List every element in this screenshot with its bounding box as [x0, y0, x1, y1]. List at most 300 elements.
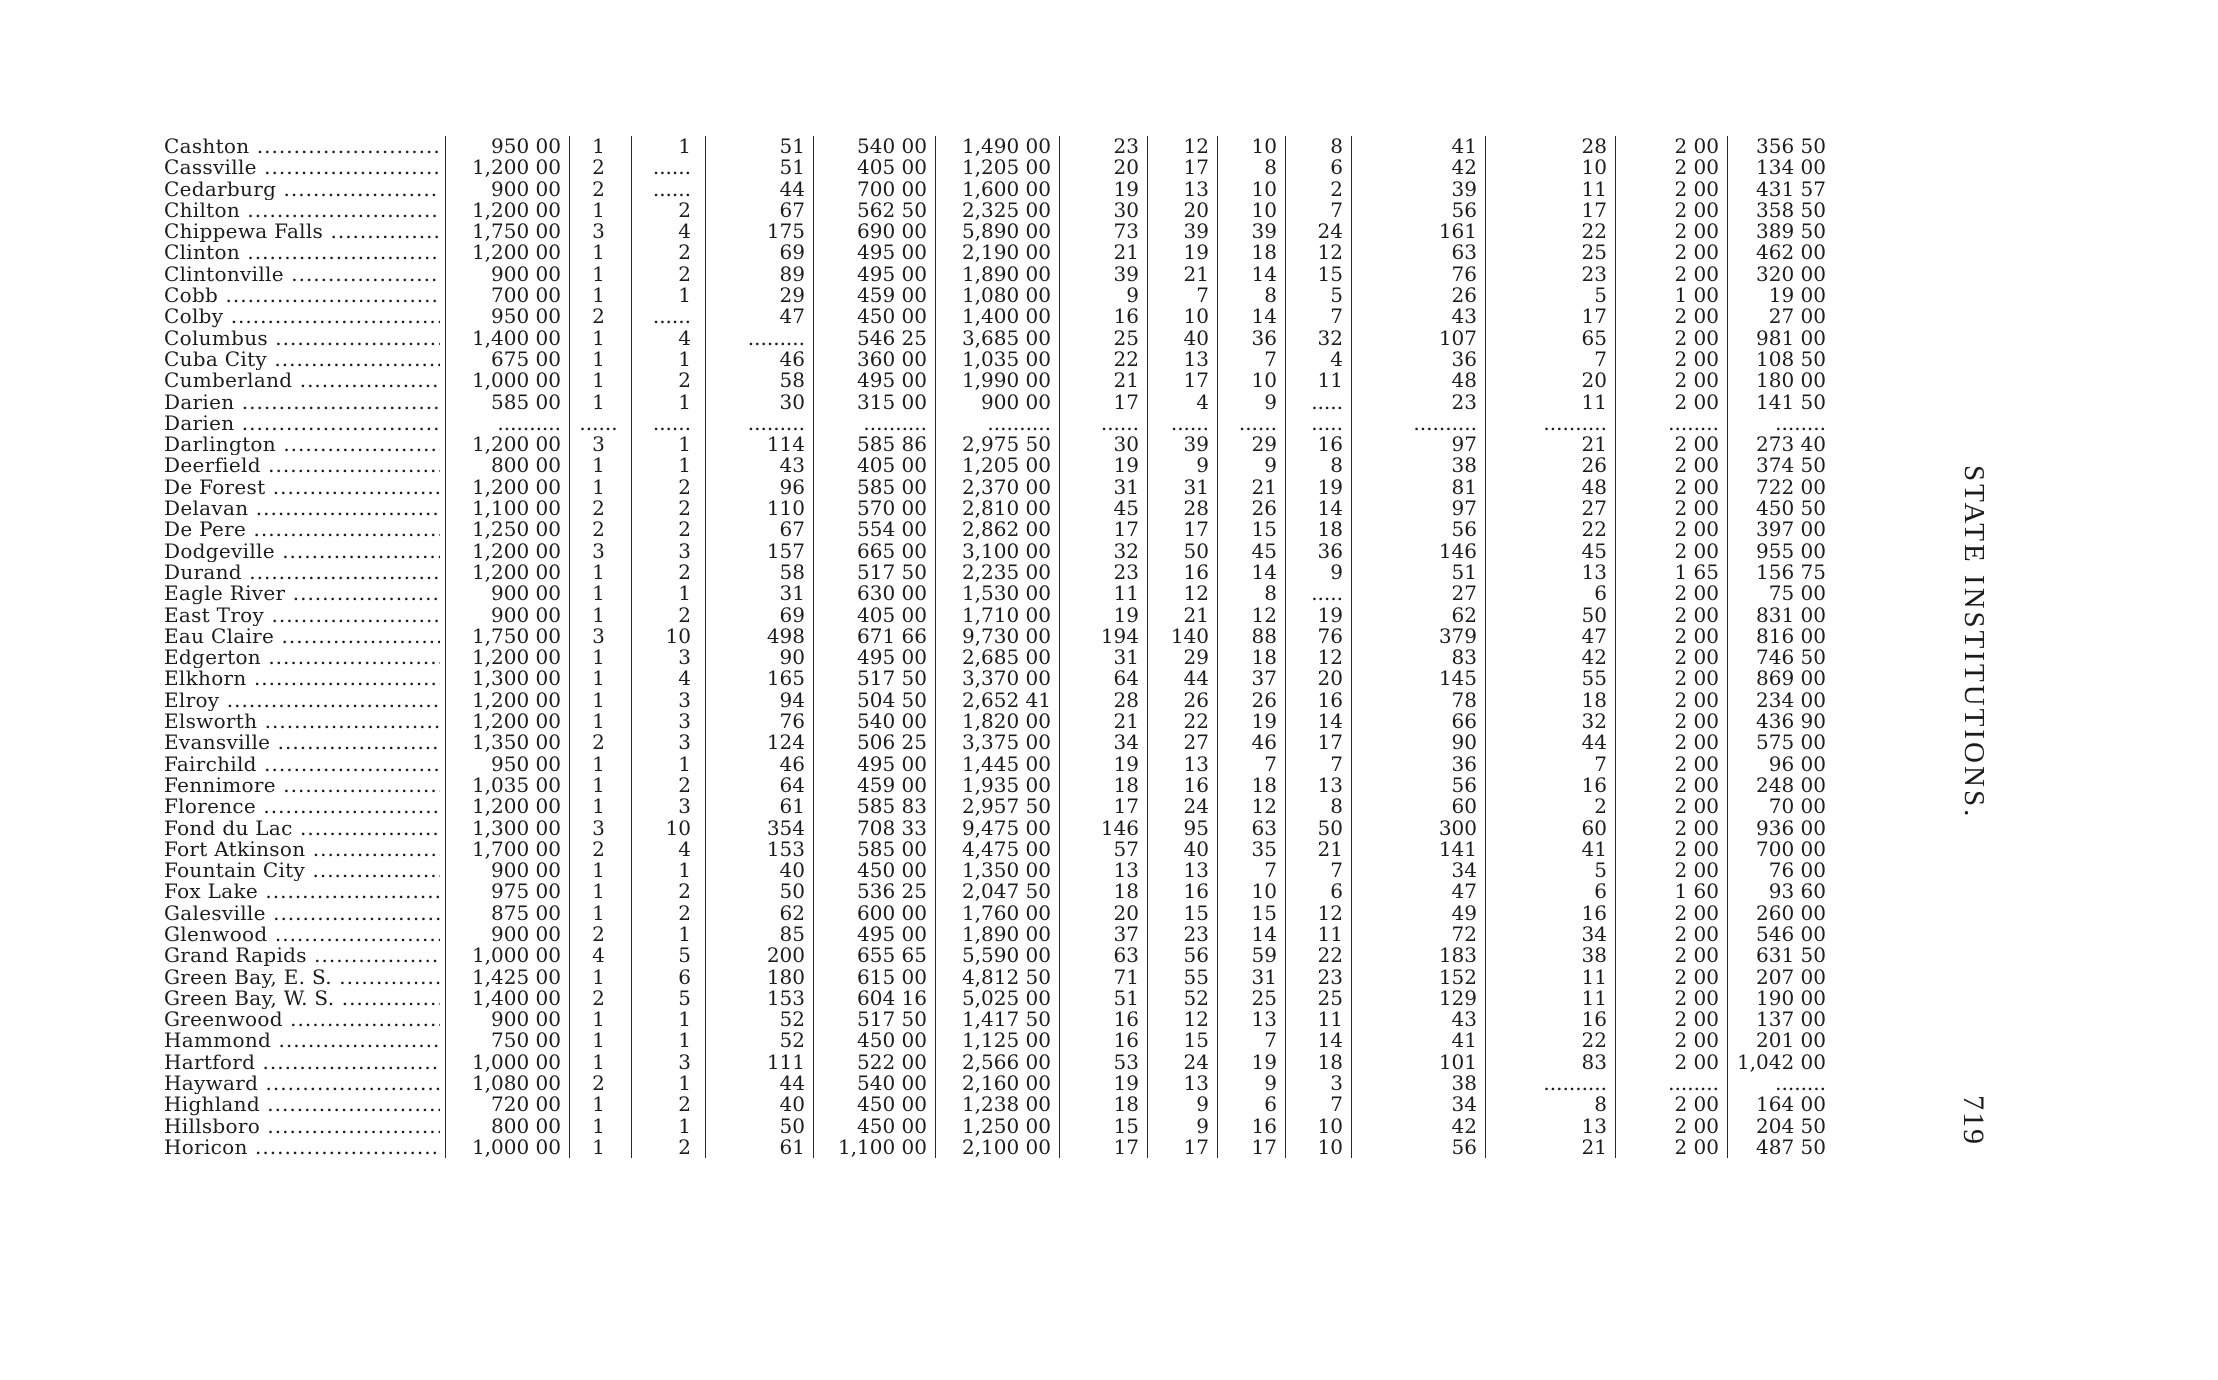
cell-col-2: 2: [574, 498, 632, 519]
column-rule: [442, 1052, 446, 1073]
cell-col-10: 19: [1290, 605, 1352, 626]
cell-col-2: 1: [574, 796, 632, 817]
column-rule: [442, 881, 446, 902]
cell-col-1: 1,000 00: [450, 370, 570, 391]
table-row: [160, 881, 1976, 902]
cell-col-10: 16: [1290, 690, 1352, 711]
cell-col-6: 9,475 00: [940, 818, 1060, 839]
city-name: De Forest .....: [164, 477, 440, 498]
cell-col-12: 8: [1490, 1094, 1616, 1115]
cell-col-12: 83: [1490, 1052, 1616, 1073]
column-rule: [442, 775, 446, 796]
cell-col-2: 1: [574, 1137, 632, 1158]
cell-col-2: 1: [574, 455, 632, 476]
cell-col-7: 25: [1064, 328, 1148, 349]
city-name: Elkhorn .....: [164, 668, 440, 689]
cell-col-2: 1: [574, 285, 632, 306]
cell-col-3: ......: [636, 157, 706, 178]
cell-col-3: 2: [636, 903, 706, 924]
cell-col-3: ......: [636, 179, 706, 200]
city-name: Fountain City .....: [164, 860, 440, 881]
table-row: [160, 498, 1976, 519]
cell-col-9: 31: [1222, 967, 1286, 988]
cell-col-14: 955 00: [1756, 538, 1826, 563]
table-row: [160, 1134, 1976, 1159]
cell-col-13: 2 00: [1620, 583, 1728, 604]
column-rule: [442, 839, 446, 860]
table-row: [160, 389, 1976, 414]
cell-col-7: 19: [1064, 179, 1148, 200]
cell-col-5: 600 00: [816, 903, 936, 924]
cell-col-13: 1 65: [1620, 562, 1728, 583]
cell-col-10: .....: [1290, 583, 1352, 604]
city-name: Horicon .....: [164, 1137, 440, 1158]
cell-col-10: 12: [1290, 903, 1352, 924]
table-row: [160, 602, 1976, 627]
table-row: [160, 900, 1976, 925]
city-name: Cobb .....: [164, 285, 440, 306]
cell-col-9: 8: [1222, 285, 1286, 306]
cell-col-4: 124: [710, 732, 814, 753]
cell-col-11: 90: [1356, 732, 1486, 753]
cell-col-10: 8: [1290, 136, 1352, 157]
cell-col-6: 5,025 00: [940, 988, 1060, 1009]
table-row: [160, 711, 1976, 732]
city-name: Elroy .....: [164, 690, 440, 711]
cell-col-14: 164 00: [1756, 1092, 1826, 1117]
cell-col-11: 60: [1356, 796, 1486, 817]
city-name: Highland .....: [164, 1094, 440, 1115]
cell-col-14: 356 50: [1756, 134, 1826, 158]
cell-col-13: 2 00: [1620, 775, 1728, 796]
cell-col-4: 96: [710, 477, 814, 498]
city-name: Cashton .....: [164, 136, 440, 157]
cell-col-3: 3: [636, 1052, 706, 1073]
cell-col-13: 2 00: [1620, 392, 1728, 413]
cell-col-1: 1,750 00: [450, 626, 570, 647]
cell-col-8: ......: [1152, 413, 1218, 434]
cell-col-5: 495 00: [816, 264, 936, 285]
cell-col-12: 6: [1490, 583, 1616, 604]
cell-col-6: 2,975 50: [940, 434, 1060, 455]
cell-col-6: 2,235 00: [940, 562, 1060, 583]
cell-col-3: 10: [636, 818, 706, 839]
cell-col-14: 1,042 00: [1736, 1049, 1826, 1074]
cell-col-2: 2: [574, 157, 632, 178]
cell-col-13: 2 00: [1620, 455, 1728, 476]
column-rule: [442, 690, 446, 711]
cell-col-14: 207 00: [1756, 964, 1826, 989]
cell-col-3: 3: [636, 647, 706, 668]
column-rule: [442, 264, 446, 285]
cell-col-3: 2: [636, 498, 706, 519]
cell-col-13: 2 00: [1620, 945, 1728, 966]
cell-col-9: 29: [1222, 434, 1286, 455]
city-name: Dodgeville .....: [164, 541, 440, 562]
column-rule: [442, 988, 446, 1009]
cell-col-14: 190 00: [1756, 985, 1826, 1010]
column-rule: [442, 392, 446, 413]
cell-col-7: 16: [1064, 306, 1148, 327]
cell-col-1: 750 00: [450, 1030, 570, 1051]
cell-col-4: 46: [710, 754, 814, 775]
cell-col-4: 180: [710, 967, 814, 988]
cell-col-14: 141 50: [1756, 389, 1826, 414]
cell-col-1: 700 00: [450, 285, 570, 306]
cell-col-2: 2: [574, 306, 632, 327]
cell-col-7: 64: [1064, 668, 1148, 689]
cell-col-2: 1: [574, 775, 632, 796]
cell-col-2: 1: [574, 711, 632, 732]
city-name: Clinton .....: [164, 242, 440, 263]
cell-col-9: 16: [1222, 1116, 1286, 1137]
cell-col-14: 260 00: [1756, 900, 1826, 925]
table-row: [160, 197, 1976, 222]
column-rule: [442, 945, 446, 966]
cell-col-5: 690 00: [816, 221, 936, 242]
cell-col-12: 18: [1490, 690, 1616, 711]
cell-col-6: 1,490 00: [940, 136, 1060, 157]
cell-col-9: 9: [1222, 455, 1286, 476]
table-row: [160, 732, 1976, 753]
cell-col-14: 108 50: [1756, 346, 1826, 371]
table-row: [160, 261, 1976, 286]
cell-col-4: .........: [710, 328, 814, 349]
cell-col-10: 7: [1290, 860, 1352, 881]
cell-col-1: 1,300 00: [450, 668, 570, 689]
cell-col-13: 2 00: [1620, 647, 1728, 668]
cell-col-9: 26: [1222, 690, 1286, 711]
cell-col-1: ..........: [450, 413, 570, 434]
cell-col-7: 23: [1064, 136, 1148, 157]
cell-col-3: 2: [636, 264, 706, 285]
cell-col-14: 936 00: [1756, 815, 1826, 840]
cell-col-14: 96 00: [1768, 751, 1826, 776]
cell-col-10: 14: [1290, 711, 1352, 732]
cell-col-5: 495 00: [816, 370, 936, 391]
cell-col-3: 5: [636, 945, 706, 966]
cell-col-9: 8: [1222, 157, 1286, 178]
cell-col-6: 2,810 00: [940, 498, 1060, 519]
cell-col-5: 405 00: [816, 605, 936, 626]
cell-col-10: 36: [1290, 541, 1352, 562]
cell-col-3: 1: [636, 924, 706, 945]
cell-col-1: 1,200 00: [450, 157, 570, 178]
cell-col-8: 20: [1152, 200, 1218, 221]
cell-col-11: 26: [1356, 285, 1486, 306]
table-row: [160, 346, 1976, 371]
cell-col-3: 1: [636, 349, 706, 370]
table-row: [160, 157, 1976, 178]
table-row: [160, 647, 1976, 668]
cell-col-10: 7: [1290, 306, 1352, 327]
cell-col-4: 30: [710, 392, 814, 413]
cell-col-2: 1: [574, 264, 632, 285]
cell-col-14: 631 50: [1756, 943, 1826, 968]
cell-col-5: 522 00: [816, 1052, 936, 1073]
table-row: [160, 751, 1976, 776]
column-rule: [442, 605, 446, 626]
cell-col-6: 1,890 00: [940, 924, 1060, 945]
city-name: Cassville .....: [164, 157, 440, 178]
cell-col-10: .....: [1290, 392, 1352, 413]
cell-col-10: 8: [1290, 796, 1352, 817]
cell-col-13: 2 00: [1620, 732, 1728, 753]
table-row: [160, 410, 1976, 435]
cell-col-13: 2 00: [1620, 541, 1728, 562]
cell-col-6: 2,652 41: [940, 690, 1060, 711]
cell-col-7: 18: [1064, 881, 1148, 902]
cell-col-7: 73: [1064, 221, 1148, 242]
cell-col-9: 18: [1222, 242, 1286, 263]
cell-col-10: 14: [1290, 498, 1352, 519]
cell-col-9: 13: [1222, 1009, 1286, 1030]
cell-col-1: 1,200 00: [450, 796, 570, 817]
cell-col-2: 1: [574, 881, 632, 902]
cell-col-8: 56: [1152, 945, 1218, 966]
cell-col-6: 5,890 00: [940, 221, 1060, 242]
cell-col-1: 1,700 00: [450, 839, 570, 860]
city-name: Deerfield .....: [164, 455, 440, 476]
cell-col-11: 141: [1356, 839, 1486, 860]
cell-col-2: 1: [574, 668, 632, 689]
city-name: De Pere .....: [164, 519, 440, 540]
cell-col-13: 2 00: [1620, 967, 1728, 988]
cell-col-1: 1,200 00: [450, 477, 570, 498]
cell-col-7: 30: [1064, 434, 1148, 455]
cell-col-2: 2: [574, 179, 632, 200]
cell-col-4: 153: [710, 839, 814, 860]
cell-col-10: 11: [1290, 924, 1352, 945]
cell-col-2: 1: [574, 690, 632, 711]
cell-col-3: ......: [636, 413, 706, 434]
cell-col-10: 12: [1290, 647, 1352, 668]
column-rule: [442, 434, 446, 455]
column-rule: [442, 860, 446, 881]
cell-col-9: 12: [1222, 605, 1286, 626]
cell-col-7: 17: [1064, 796, 1148, 817]
cell-col-14: 234 00: [1756, 687, 1826, 712]
column-rule: [442, 477, 446, 498]
cell-col-3: 2: [636, 519, 706, 540]
cell-col-12: 22: [1490, 519, 1616, 540]
cell-col-3: ......: [636, 306, 706, 327]
cell-col-7: 17: [1064, 1137, 1148, 1158]
table-row: [160, 370, 1976, 391]
cell-col-12: 26: [1490, 455, 1616, 476]
cell-col-10: 20: [1290, 668, 1352, 689]
cell-col-14: 869 00: [1756, 666, 1826, 691]
cell-col-6: 1,400 00: [940, 306, 1060, 327]
cell-col-11: 56: [1356, 775, 1486, 796]
city-name: Green Bay, E. S. .....: [164, 967, 440, 988]
city-name: Durand .....: [164, 562, 440, 583]
cell-col-12: 10: [1490, 157, 1616, 178]
cell-col-1: 975 00: [450, 881, 570, 902]
cell-col-2: 1: [574, 477, 632, 498]
cell-col-10: 76: [1290, 626, 1352, 647]
city-name: Edgerton .....: [164, 647, 440, 668]
cell-col-12: 17: [1490, 200, 1616, 221]
column-rule: [442, 903, 446, 924]
column-rule: [442, 1094, 446, 1115]
cell-col-4: 89: [710, 264, 814, 285]
cell-col-14: 462 00: [1756, 240, 1826, 265]
cell-col-2: 1: [574, 583, 632, 604]
cell-col-7: 32: [1064, 541, 1148, 562]
cell-col-12: 27: [1490, 498, 1616, 519]
cell-col-4: 50: [710, 1116, 814, 1137]
cell-col-12: ..........: [1490, 413, 1616, 434]
cell-col-6: 1,250 00: [940, 1116, 1060, 1137]
cell-col-12: 44: [1490, 732, 1616, 753]
cell-col-2: 1: [574, 328, 632, 349]
cell-col-6: 1,238 00: [940, 1094, 1060, 1115]
cell-col-5: 540 00: [816, 1073, 936, 1094]
cell-col-11: 51: [1356, 562, 1486, 583]
cell-col-6: 1,990 00: [940, 370, 1060, 391]
cell-col-14: 374 50: [1756, 453, 1826, 478]
cell-col-3: 1: [636, 1116, 706, 1137]
cell-col-14: 134 00: [1756, 155, 1826, 180]
cell-col-9: 7: [1222, 1030, 1286, 1051]
cell-col-4: .........: [710, 413, 814, 434]
cell-col-13: 2 00: [1620, 179, 1728, 200]
cell-col-6: 1,350 00: [940, 860, 1060, 881]
cell-col-6: 2,957 50: [940, 796, 1060, 817]
cell-col-4: 67: [710, 519, 814, 540]
cell-col-6: 2,047 50: [940, 881, 1060, 902]
cell-col-11: 41: [1356, 1030, 1486, 1051]
column-rule: [442, 754, 446, 775]
cell-col-8: 26: [1152, 690, 1218, 711]
cell-col-13: 2 00: [1620, 626, 1728, 647]
cell-col-6: 1,530 00: [940, 583, 1060, 604]
cell-col-9: 7: [1222, 349, 1286, 370]
column-rule: [442, 1030, 446, 1051]
cell-col-4: 44: [710, 1073, 814, 1094]
cell-col-2: 1: [574, 1030, 632, 1051]
cell-col-6: 1,935 00: [940, 775, 1060, 796]
cell-col-11: 42: [1356, 1116, 1486, 1137]
cell-col-1: 900 00: [450, 264, 570, 285]
cell-col-9: 25: [1222, 988, 1286, 1009]
cell-col-2: 1: [574, 605, 632, 626]
cell-col-11: 300: [1356, 818, 1486, 839]
cell-col-12: ..........: [1490, 1073, 1616, 1094]
cell-col-14: 180 00: [1756, 368, 1826, 393]
table-row: [160, 242, 1976, 263]
cell-col-6: 2,862 00: [940, 519, 1060, 540]
cell-col-4: 61: [710, 1137, 814, 1158]
cell-col-9: 39: [1222, 221, 1286, 242]
table-row: [160, 325, 1976, 350]
cell-col-11: 43: [1356, 306, 1486, 327]
cell-col-12: 22: [1490, 221, 1616, 242]
cell-col-7: 31: [1064, 477, 1148, 498]
cell-col-10: 9: [1290, 562, 1352, 583]
column-rule: [442, 179, 446, 200]
cell-col-8: 15: [1152, 903, 1218, 924]
cell-col-9: 10: [1222, 200, 1286, 221]
cell-col-5: 459 00: [816, 775, 936, 796]
cell-col-5: 546 25: [816, 328, 936, 349]
cell-col-8: 13: [1152, 860, 1218, 881]
cell-col-10: 17: [1290, 732, 1352, 753]
cell-col-2: 1: [574, 903, 632, 924]
cell-col-7: 23: [1064, 562, 1148, 583]
cell-col-5: 450 00: [816, 1094, 936, 1115]
table-row: [160, 1009, 1976, 1030]
cell-col-5: 495 00: [816, 242, 936, 263]
cell-col-5: 517 50: [816, 562, 936, 583]
column-rule: [442, 1137, 446, 1158]
city-name: Hartford .....: [164, 1052, 440, 1073]
cell-col-14: 436 90: [1756, 709, 1826, 734]
cell-col-6: 1,125 00: [940, 1030, 1060, 1051]
cell-col-8: 29: [1152, 647, 1218, 668]
city-name: Darien .....: [164, 413, 440, 434]
cell-col-4: 200: [710, 945, 814, 966]
cell-col-9: 88: [1222, 626, 1286, 647]
cell-col-8: 16: [1152, 562, 1218, 583]
cell-col-6: 1,205 00: [940, 157, 1060, 178]
cell-col-13: 2 00: [1620, 328, 1728, 349]
table-row: [160, 455, 1976, 476]
cell-col-11: 379: [1356, 626, 1486, 647]
cell-col-13: 2 00: [1620, 754, 1728, 775]
cell-col-3: 3: [636, 690, 706, 711]
cell-col-4: 76: [710, 711, 814, 732]
cell-col-2: 3: [574, 434, 632, 455]
cell-col-12: 11: [1490, 392, 1616, 413]
cell-col-3: 4: [636, 221, 706, 242]
cell-col-13: 2 00: [1620, 349, 1728, 370]
column-rule: [442, 562, 446, 583]
cell-col-5: 405 00: [816, 455, 936, 476]
cell-col-13: 2 00: [1620, 498, 1728, 519]
cell-col-6: 2,370 00: [940, 477, 1060, 498]
cell-col-13: 2 00: [1620, 860, 1728, 881]
cell-col-9: 19: [1222, 1052, 1286, 1073]
city-name: Eau Claire .....: [164, 626, 440, 647]
cell-col-7: 30: [1064, 200, 1148, 221]
cell-col-12: 45: [1490, 541, 1616, 562]
cell-col-1: 720 00: [450, 1094, 570, 1115]
cell-col-11: 62: [1356, 605, 1486, 626]
city-name: Darlington .....: [164, 434, 440, 455]
cell-col-13: 1 00: [1620, 285, 1728, 306]
cell-col-5: 570 00: [816, 498, 936, 519]
cell-col-7: 19: [1064, 754, 1148, 775]
cell-col-3: 2: [636, 881, 706, 902]
city-name: Hillsboro .....: [164, 1116, 440, 1137]
cell-col-2: 3: [574, 626, 632, 647]
cell-col-2: 1: [574, 392, 632, 413]
cell-col-13: 2 00: [1620, 1137, 1728, 1158]
table-row: [160, 136, 1976, 157]
cell-col-6: 2,100 00: [940, 1137, 1060, 1158]
cell-col-3: 2: [636, 775, 706, 796]
cell-col-5: 585 86: [816, 434, 936, 455]
cell-col-13: 2 00: [1620, 136, 1728, 157]
cell-col-2: 1: [574, 136, 632, 157]
cell-col-10: 16: [1290, 434, 1352, 455]
cell-col-6: 900 00: [940, 392, 1060, 413]
cell-col-5: 450 00: [816, 306, 936, 327]
page-number: 719: [1957, 1095, 1990, 1146]
cell-col-8: 39: [1152, 221, 1218, 242]
